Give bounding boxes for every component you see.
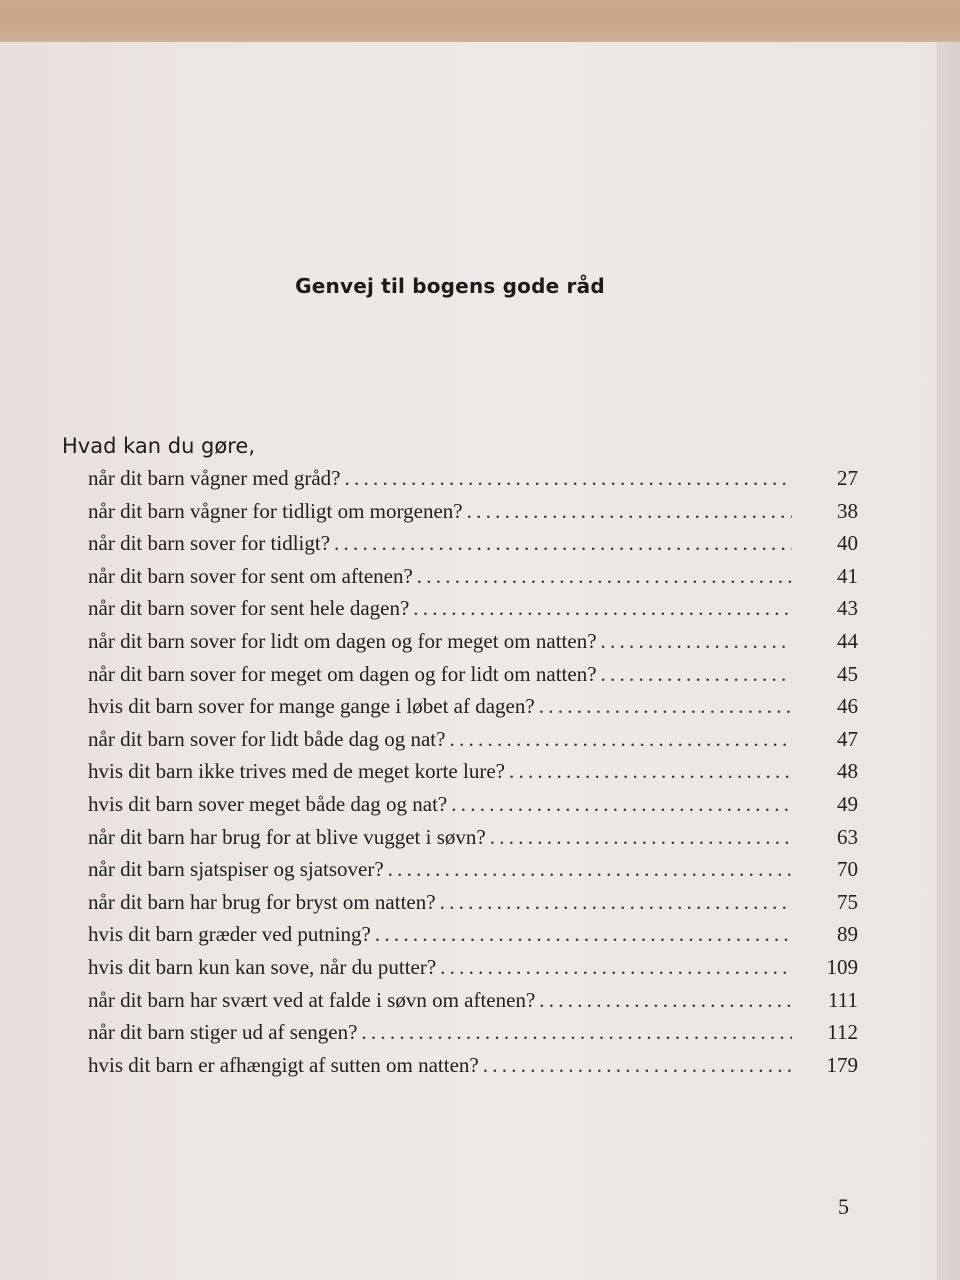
toc-entry xyxy=(88,499,858,532)
entry-page: 112 xyxy=(827,1020,858,1045)
dot-leader xyxy=(601,662,792,687)
dot-leader xyxy=(601,629,792,654)
toc-entry xyxy=(88,629,858,662)
entry-text: når dit barn vågner for tidligt om morgenen? xyxy=(88,498,463,523)
entry-page: 75 xyxy=(837,889,858,914)
dot-leader xyxy=(539,694,792,719)
entry-text: hvis dit barn ikke trives med de meget korte lure? xyxy=(88,759,505,784)
toc-entry xyxy=(88,825,858,858)
entry-text: hvis dit barn græder ved putning? xyxy=(88,922,371,947)
book-page xyxy=(0,42,938,1280)
entry-text: når dit barn stiger ud af sengen? xyxy=(88,1020,358,1045)
table-surface xyxy=(0,0,960,42)
entry-page: 63 xyxy=(837,824,858,849)
dot-leader xyxy=(509,759,792,784)
entry-text: når dit barn har brug for at blive vugget i søvn? xyxy=(88,824,486,849)
dot-leader xyxy=(467,499,792,524)
toc-entry xyxy=(88,1053,858,1086)
toc-entry xyxy=(88,988,858,1021)
entry-text: når dit barn har brug for bryst om natten? xyxy=(88,889,436,914)
entry-page: 70 xyxy=(837,857,858,882)
entry-page: 179 xyxy=(826,1052,858,1077)
entry-page: 38 xyxy=(837,498,858,523)
dot-leader xyxy=(539,988,792,1013)
toc-entry xyxy=(88,662,858,695)
toc-entry xyxy=(88,596,858,629)
dot-leader xyxy=(483,1053,792,1078)
entry-page: 41 xyxy=(837,563,858,588)
entry-text: når dit barn sover for lidt både dag og nat? xyxy=(88,726,446,751)
entry-page: 89 xyxy=(837,922,858,947)
entry-page: 45 xyxy=(837,661,858,686)
entry-page: 109 xyxy=(826,954,858,979)
entry-text: hvis dit barn sover meget både dag og nat? xyxy=(88,791,448,816)
toc-entry xyxy=(88,955,858,988)
entry-page: 44 xyxy=(837,628,858,653)
dot-leader xyxy=(375,922,792,947)
toc-entry xyxy=(88,531,858,564)
toc-entry xyxy=(88,890,858,923)
page-heading: Genvej til bogens gode råd xyxy=(295,274,605,298)
dot-leader xyxy=(490,825,792,850)
entry-page: 27 xyxy=(837,466,858,490)
toc-entry xyxy=(88,1020,858,1053)
toc-entry xyxy=(88,694,858,727)
entry-text: når dit barn har svært ved at falde i søvn om aftenen? xyxy=(88,987,536,1012)
dot-leader xyxy=(440,955,792,980)
entry-page: 47 xyxy=(837,726,858,751)
entry-text: når dit barn sover for lidt om dagen og for meget om natten? xyxy=(88,628,597,653)
toc-entry xyxy=(88,727,858,760)
entry-page: 48 xyxy=(837,759,858,784)
entry-text: når dit barn sjatspiser og sjatsover? xyxy=(88,857,384,882)
dot-leader xyxy=(413,596,792,621)
entry-text: hvis dit barn kun kan sove, når du putter? xyxy=(88,954,437,979)
entry-page: 46 xyxy=(837,694,858,719)
page-number: 5 xyxy=(838,1194,849,1219)
toc-entry xyxy=(88,857,858,890)
table-of-contents xyxy=(88,466,858,1085)
entry-page: 49 xyxy=(837,791,858,816)
dot-leader xyxy=(334,531,792,556)
toc-entry xyxy=(88,792,858,825)
entry-text: når dit barn sover for sent om aftenen? xyxy=(88,563,413,588)
toc-entry xyxy=(88,466,858,499)
dot-leader xyxy=(449,727,792,752)
dot-leader xyxy=(344,466,792,491)
entry-text: hvis dit barn sover for mange gange i løbet af dagen? xyxy=(88,694,535,719)
intro-line: Hvad kan du gøre, xyxy=(62,434,255,458)
page-edge-shadow xyxy=(937,42,960,1280)
dot-leader xyxy=(361,1020,792,1045)
entry-text: når dit barn sover for tidligt? xyxy=(88,531,331,556)
dot-leader xyxy=(417,564,792,589)
entry-page: 40 xyxy=(837,531,858,556)
entry-page: 43 xyxy=(837,596,858,621)
entry-page: 111 xyxy=(828,987,858,1012)
dot-leader xyxy=(451,792,792,817)
entry-text: når dit barn sover for meget om dagen og for lidt om natten? xyxy=(88,661,597,686)
dot-leader xyxy=(388,857,792,882)
toc-entry xyxy=(88,564,858,597)
entry-text: når dit barn sover for sent hele dagen? xyxy=(88,596,410,621)
dot-leader xyxy=(440,890,792,915)
toc-entry xyxy=(88,922,858,955)
entry-text: når dit barn vågner med gråd? xyxy=(88,466,341,490)
entry-text: hvis dit barn er afhængigt af sutten om natten? xyxy=(88,1052,479,1077)
toc-entry xyxy=(88,759,858,792)
